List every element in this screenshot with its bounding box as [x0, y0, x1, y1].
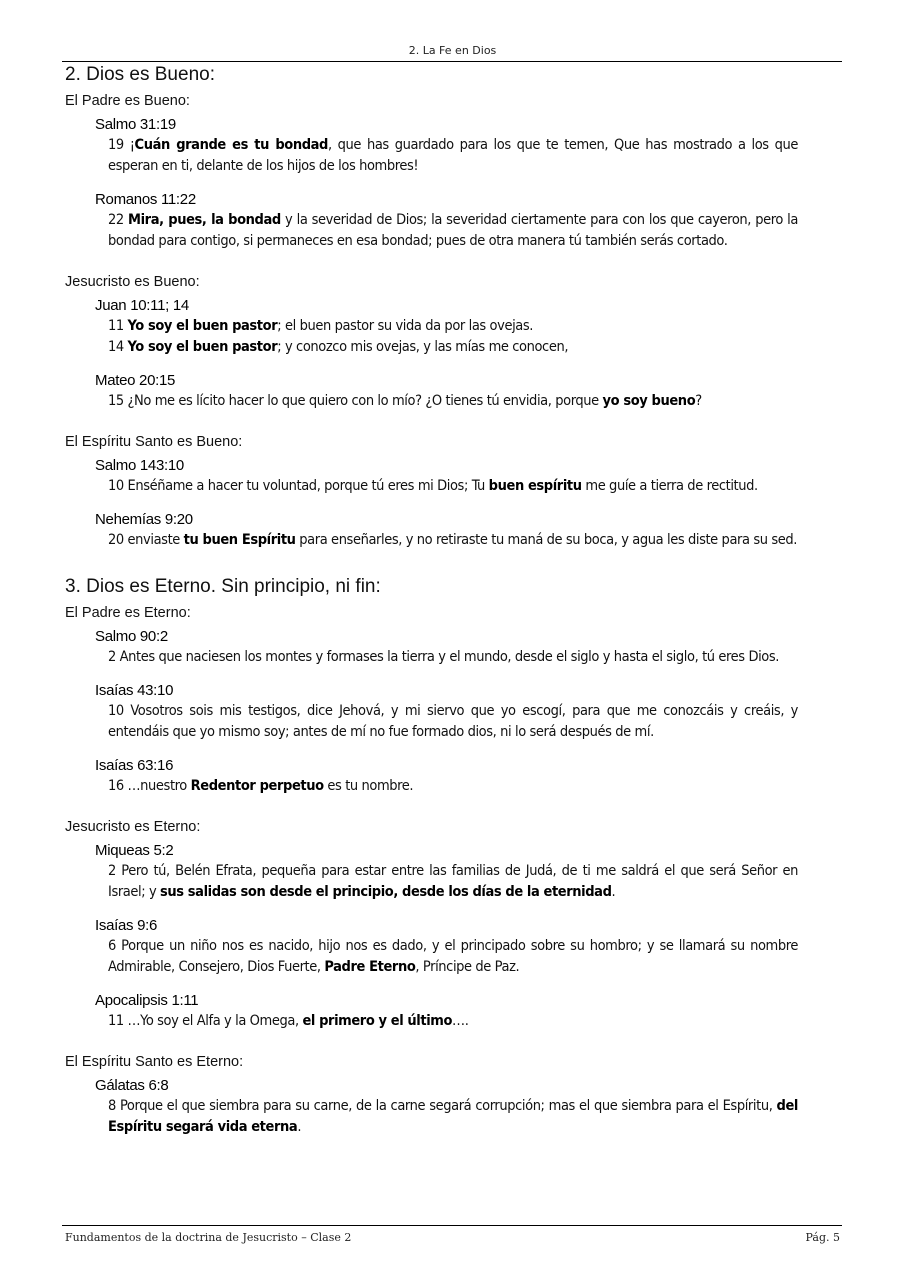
verse-fragment: y la severidad de Dios; la severidad ciertamente para con los que cayeron, pero la bondad para contigo, si permaneces en esa bondad; pues de otra manera tú también serás cortado.: [108, 212, 798, 249]
verse-emphasis: Redentor perpetuo: [190, 778, 324, 794]
verse-fragment: ….: [452, 1013, 469, 1029]
footer-rule: [62, 1225, 842, 1226]
verse-fragment: 14: [108, 339, 128, 355]
doc-section: [65, 575, 798, 1138]
scripture-passage: [95, 295, 798, 358]
scripture-passage: [95, 990, 798, 1032]
scripture-reference: Nehemías 9:20: [95, 511, 193, 528]
verse-text: [108, 476, 798, 497]
footer-page-number: Pág. 5: [805, 1231, 840, 1244]
verse-emphasis: el primero y el último: [302, 1013, 453, 1029]
verse-fragment: 11: [108, 318, 128, 334]
verse-emphasis: yo soy bueno: [602, 393, 696, 409]
scripture-reference: Salmo 31:19: [95, 116, 176, 133]
scripture-passage: [95, 370, 798, 412]
subsection-title: El Padre es Bueno:: [65, 93, 190, 109]
verse-fragment: , que has guardado para los que te temen, Que has mostrado a los que esperan en ti, delante de los hijos de los hombres!: [108, 137, 798, 174]
verse-fragment: 19 ¡: [108, 137, 135, 153]
header-rule: [62, 61, 842, 62]
verse-emphasis: buen espíritu: [488, 478, 582, 494]
scripture-passage: [95, 626, 798, 668]
scripture-passage: [95, 840, 798, 903]
verse-fragment: 10 Vosotros sois mis testigos, dice Jehová, y mi siervo que yo escogí, para que me conozcáis y creáis, y entendáis que yo mismo soy; antes de mí no fue formado dios, ni lo será después de mí.: [108, 703, 798, 740]
verse-fragment: 15 ¿No me es lícito hacer lo que quiero con lo mío? ¿O tienes tú envidia, porque: [108, 393, 603, 409]
verse-fragment: me guíe a tierra de rectitud.: [581, 478, 758, 494]
footer-course-title: Fundamentos de la doctrina de Jesucristo – Clase 2: [65, 1231, 352, 1244]
verse-emphasis: Mira, pues, la bondad: [128, 212, 281, 228]
scripture-passage: [95, 755, 798, 797]
section-title: 3. Dios es Eterno. Sin principio, ni fin:: [65, 576, 381, 597]
verse-text: [108, 210, 798, 252]
subsection-title: El Espíritu Santo es Eterno:: [65, 1054, 244, 1070]
verse-fragment: 6 Porque un niño nos es nacido, hijo nos es dado, y el principado sobre su hombro; y se llamará su nombre Admirable, Consejero, Dios Fuerte,: [108, 938, 798, 975]
verse-fragment: 10 Enséñame a hacer tu voluntad, porque tú eres mi Dios; Tu: [108, 478, 489, 494]
section-title: 2. Dios es Bueno:: [65, 64, 215, 85]
verse-text: [108, 1096, 798, 1138]
doc-section: [65, 63, 798, 551]
scripture-reference: Isaías 43:10: [95, 682, 174, 699]
scripture-reference: Salmo 143:10: [95, 457, 184, 474]
verse-fragment: 20 enviaste: [108, 532, 184, 548]
subsection: [65, 1052, 798, 1138]
running-header: 2. La Fe en Dios: [408, 44, 497, 57]
verse-fragment: es tu nombre.: [323, 778, 414, 794]
subsection: [65, 432, 798, 551]
verse-fragment: 8 Porque el que siembra para su carne, de la carne segará corrupción; mas el que siembra para el Espíritu,: [108, 1098, 777, 1114]
verse-fragment: 11 …Yo soy el Alfa y la Omega,: [108, 1013, 303, 1029]
verse-text: [108, 936, 798, 978]
verse-emphasis: Cuán grande es tu bondad: [134, 137, 328, 153]
verse-text: [108, 701, 798, 743]
scripture-reference: Gálatas 6:8: [95, 1077, 169, 1094]
verse-fragment: 2 Antes que naciesen los montes y formases la tierra y el mundo, desde el siglo y hasta el siglo, tú eres Dios.: [108, 649, 780, 665]
verse-text: [108, 135, 798, 177]
verse-fragment: .: [297, 1119, 302, 1135]
scripture-passage: [95, 1075, 798, 1138]
subsection: [65, 603, 798, 797]
verse-fragment: 22: [108, 212, 129, 228]
verse-fragment: ; el buen pastor su vida da por las ovejas.: [277, 318, 534, 334]
verse-text: [108, 647, 798, 668]
scripture-reference: Miqueas 5:2: [95, 842, 174, 859]
verse-fragment: para enseñarles, y no retiraste tu maná de su boca, y agua les diste para su sed.: [295, 532, 797, 548]
subsection-title: El Espíritu Santo es Bueno:: [65, 434, 243, 450]
scripture-reference: Isaías 9:6: [95, 917, 158, 934]
verse-emphasis: Padre Eterno: [324, 959, 416, 975]
scripture-passage: [95, 680, 798, 743]
scripture-passage: [95, 114, 798, 177]
scripture-reference: Juan 10:11; 14: [95, 297, 189, 314]
subsection-title: Jesucristo es Bueno:: [65, 274, 200, 290]
subsection: [65, 91, 798, 252]
verse-text: [108, 530, 798, 551]
verse-text: [108, 391, 798, 412]
scripture-passage: [95, 915, 798, 978]
verse-text: [108, 337, 798, 358]
subsection: [65, 272, 798, 412]
verse-text: [108, 861, 798, 903]
verse-fragment: .: [611, 884, 616, 900]
scripture-reference: Mateo 20:15: [95, 372, 176, 389]
scripture-passage: [95, 509, 798, 551]
scripture-reference: Isaías 63:16: [95, 757, 174, 774]
verse-fragment: ; y conozco mis ovejas, y las mías me conocen,: [277, 339, 569, 355]
scripture-reference: Salmo 90:2: [95, 628, 168, 645]
verse-fragment: , Príncipe de Paz.: [415, 959, 520, 975]
verse-text: [108, 776, 798, 797]
subsection: [65, 817, 798, 1032]
verse-text: [108, 1011, 798, 1032]
verse-emphasis: sus salidas son desde el principio, desde los días de la eternidad: [160, 884, 612, 900]
verse-text: [108, 316, 798, 337]
verse-emphasis: Yo soy el buen pastor: [127, 339, 278, 355]
scripture-reference: Romanos 11:22: [95, 191, 196, 208]
subsection-title: Jesucristo es Eterno:: [65, 819, 201, 835]
scripture-passage: [95, 189, 798, 252]
verse-emphasis: tu buen Espíritu: [183, 532, 296, 548]
scripture-reference: Apocalipsis 1:11: [95, 992, 199, 1009]
scripture-passage: [95, 455, 798, 497]
page-content: [65, 63, 798, 1162]
verse-emphasis: del Espíritu segará vida eterna: [108, 1098, 798, 1135]
verse-fragment: 16 …nuestro: [108, 778, 191, 794]
verse-emphasis: Yo soy el buen pastor: [127, 318, 278, 334]
verse-fragment: ?: [695, 393, 702, 409]
verse-fragment: 2 Pero tú, Belén Efrata, pequeña para estar entre las familias de Judá, de ti me saldrá el que será Señor en Israel; y: [108, 863, 798, 900]
subsection-title: El Padre es Eterno:: [65, 605, 191, 621]
